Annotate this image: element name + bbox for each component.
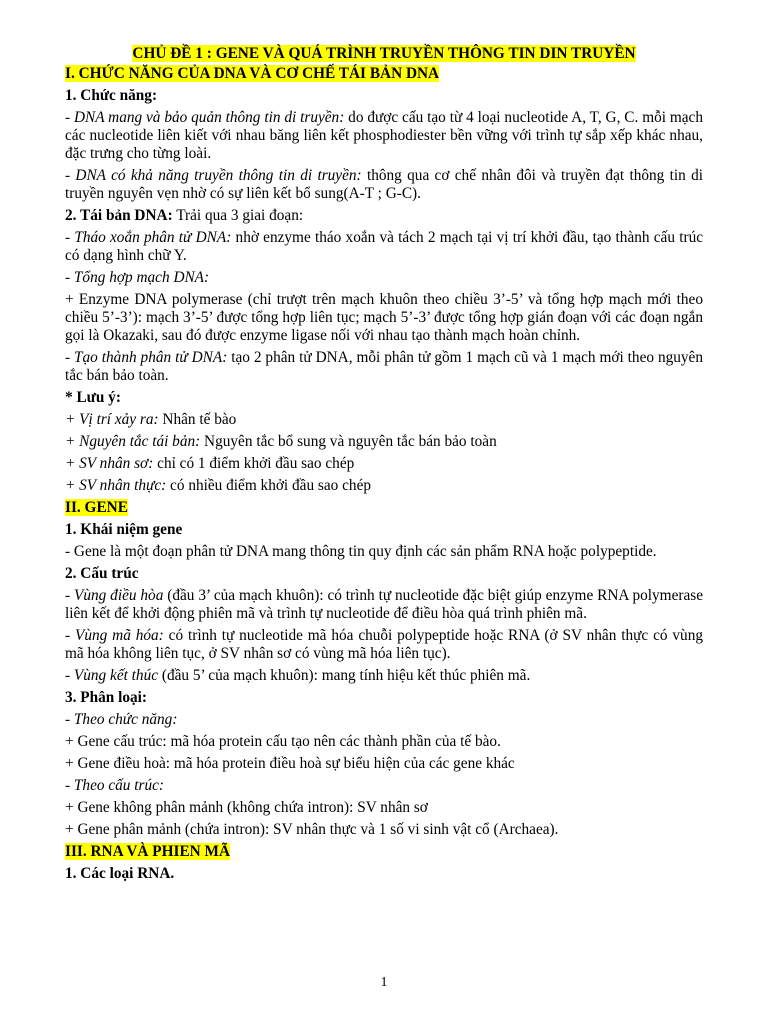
paragraph-unwind: - Tháo xoắn phân tử DNA: nhờ enzyme tháo xoắn và tách 2 mạch tại vị trí khởi đầu, tạo thành cấu trúc có dạng hình chữ Y.	[65, 229, 704, 264]
document-title	[65, 45, 703, 63]
section-2-sub-2: 2. Cấu trúc	[65, 565, 139, 582]
paragraph-termination-region: - Vùng kết thúc (đầu 5’ của mạch khuôn): mang tính hiệu kết thúc phiên mã.	[65, 667, 531, 684]
section-3-heading: III. RNA VÀ PHIEN MÃ	[65, 843, 231, 860]
paragraph-continuous-gene: + Gene không phân mảnh (không chứa intron): SV nhân sơ	[65, 799, 428, 816]
paragraph-dna-transmit: - DNA có khả năng truyền thông tin di truyền: thông qua cơ chế nhân đôi và truyền đạt thông tin di truyền nguyên vẹn nhờ có sự liên kết bổ sung(A-T ; G-C).	[65, 167, 703, 202]
note-eukaryote: + SV nhân thực: có nhiều điểm khởi đầu sao chép	[65, 477, 372, 494]
section-3-sub-1: 1. Các loại RNA.	[65, 865, 175, 882]
page-number: 1	[380, 975, 388, 990]
section-1-heading: I. CHỨC NĂNG CỦA DNA VÀ CƠ CHẾ TÁI BẢN DNA	[65, 65, 440, 82]
paragraph-synthesis-label: - Tổng hợp mạch DNA:	[65, 269, 210, 286]
section-1-sub-1: 1. Chức năng:	[65, 87, 158, 104]
paragraph-regulator-gene: + Gene điều hoà: mã hóa protein điều hoà sự biểu hiện của các gene khác	[65, 755, 515, 772]
paragraph-dna-store: - DNA mang và bảo quản thông tin di truyền: do được cấu tạo từ 4 loại nucleotide A, T, G, C. mỗi mạch các nucleotide liên kiết với nhau băng liên kết phosphodiester bền vững với trình tự sắp xếp khác nhau, đặc trưng cho từng loài.	[65, 109, 703, 162]
paragraph-polymerase: + Enzyme DNA polymerase (chỉ trượt trên mạch khuôn theo chiều 3’-5’ và tổng hợp mạch mới theo chiều 5’-3’): mạch 3’-5’ được tổng hợp liên tục; mạch 5’-3’ được tổng hợp gián đoạn với các đoạn ngắn gọi là Okazaki, sau đó được enzyme ligase nối với nhau tạo thành mạch hoàn chỉnh.	[65, 291, 703, 344]
section-2-sub-1: 1. Khái niệm gene	[65, 521, 183, 538]
section-1-sub-2: 2. Tái bản DNA: Trải qua 3 giai đoạn:	[65, 207, 304, 224]
paragraph-split-gene: + Gene phân mảnh (chứa intron): SV nhân thực và 1 số vi sinh vật cổ (Archaea).	[65, 821, 559, 838]
paragraph-gene-definition: - Gene là một đoạn phân tử DNA mang thông tin quy định các sản phẩm RNA hoặc polypeptide.	[65, 543, 657, 560]
paragraph-by-structure: - Theo cấu trúc:	[65, 777, 164, 794]
paragraph-form-dna: - Tạo thành phân tử DNA: tạo 2 phân tử DNA, mỗi phân tử gồm 1 mạch cũ và 1 mạch mới theo nguyên tắc bán bảo toàn.	[65, 349, 703, 384]
paragraph-structural-gene: + Gene cấu trúc: mã hóa protein cấu tạo nên các thành phần của tế bào.	[65, 733, 501, 750]
paragraph-coding-region: - Vùng mã hóa: có trình tự nucleotide mã hóa chuỗi polypeptide hoặc RNA (ở SV nhân thực có vùng mã hóa không liên tục, ở SV nhân sơ có vùng mã hóa liên tục).	[65, 627, 703, 662]
note-prokaryote: + SV nhân sơ: chỉ có 1 điểm khởi đầu sao chép	[65, 455, 355, 472]
note-principle: + Nguyên tắc tái bản: Nguyên tắc bổ sung và nguyên tắc bán bảo toàn	[65, 433, 497, 450]
paragraph-by-function: - Theo chức năng:	[65, 711, 178, 728]
note-heading: * Lưu ý:	[65, 389, 121, 406]
document-page	[65, 45, 703, 887]
section-2-sub-3: 3. Phân loại:	[65, 689, 148, 706]
note-location: + Vị trí xảy ra: Nhân tế bào	[65, 411, 237, 428]
document-title-text: CHỦ ĐỀ 1 : GENE VÀ QUÁ TRÌNH TRUYỀN THÔNG TIN DIN TRUYỀN	[132, 45, 636, 62]
paragraph-regulatory-region: - Vùng điều hòa (đầu 3’ của mạch khuôn): có trình tự nucleotide đặc biệt giúp enzyme RNA polymerase liên kết để khởi động phiên mã và trình tự nucleotide để điều hòa quá trình phiên mã.	[65, 587, 703, 622]
section-2-heading: II. GENE	[65, 499, 128, 516]
